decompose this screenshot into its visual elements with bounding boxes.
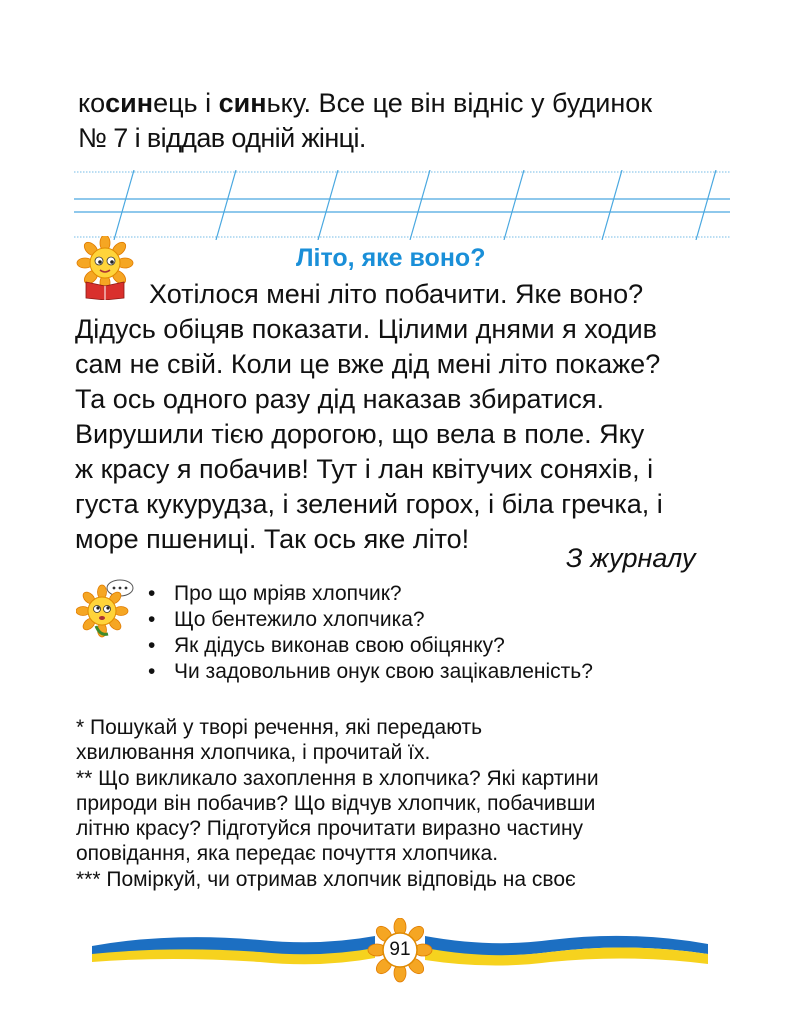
task-line: ** Що викликало захоплення в хлопчика? Які картини [76, 766, 599, 790]
story-line: Хотілося мені літо побачити. Яке воно? [149, 279, 644, 309]
list-item: • Чи задовольнив онук свою зацікавленість? [148, 660, 593, 683]
story-line: море пшениці. Так ось яке літо! [75, 524, 470, 554]
text-fragment: ець і [153, 88, 219, 118]
highlighted-syllable: син [218, 88, 267, 118]
story-text [75, 277, 663, 557]
story-line: Вирушили тією дорогою, що вела в поле. Яку [75, 419, 645, 449]
highlighted-syllable: син [105, 88, 154, 118]
list-item: • Як дідусь виконав свою обіцянку? [148, 634, 505, 657]
task-line: *** Поміркуй, чи отримав хлопчик відповідь на своє [76, 867, 576, 891]
sunflower-thinking-icon [76, 578, 138, 640]
text-fragment: ьку. Все це він відніс у будинок [266, 88, 653, 118]
bullet-icon: • [148, 608, 156, 631]
story-line: Дідусь обіцяв показати. Цілими днями я ходив [75, 314, 658, 344]
bullet-icon: • [148, 582, 156, 605]
list-item: • Що бентежило хлопчика? [148, 608, 425, 631]
story-line: ж красу я побачив! Тут і лан квітучих соняхів, і [75, 454, 654, 484]
story-title: Літо, яке воно? [296, 244, 486, 272]
task-line: природи він побачив? Що відчув хлопчик, побачивши [76, 791, 596, 815]
bullet-icon: • [148, 660, 156, 683]
footer-ribbon [90, 918, 710, 988]
intro-line-1 [78, 86, 652, 121]
questions-list [148, 581, 593, 685]
text-fragment: ко [78, 88, 106, 118]
tasks-block [76, 715, 599, 892]
story-source: З журналу [566, 543, 696, 573]
story-line: сам не свій. Коли це вже дід мені літо покаже? [75, 349, 661, 379]
story-line: Та ось одного разу дід наказав збиратися. [75, 384, 604, 414]
task-line: * Пошукай у творі речення, які передають [76, 716, 483, 739]
handwriting-lines [74, 170, 730, 240]
task-line: літню красу? Підготуйся прочитати виразно частину [76, 817, 584, 841]
bullet-icon: • [148, 634, 156, 657]
task-line: хвилювання хлопчика, і прочитай їх. [76, 741, 431, 765]
list-item: • Про що мріяв хлопчик? [148, 582, 402, 605]
story-line: густа кукурудза, і зелений горох, і біла гречка, і [75, 489, 663, 519]
page-number: 91 [389, 939, 411, 960]
task-line: оповідання, яка передає почуття хлопчика. [76, 842, 499, 866]
intro-line-2: № 7 і віддав одній жінці. [78, 123, 366, 153]
